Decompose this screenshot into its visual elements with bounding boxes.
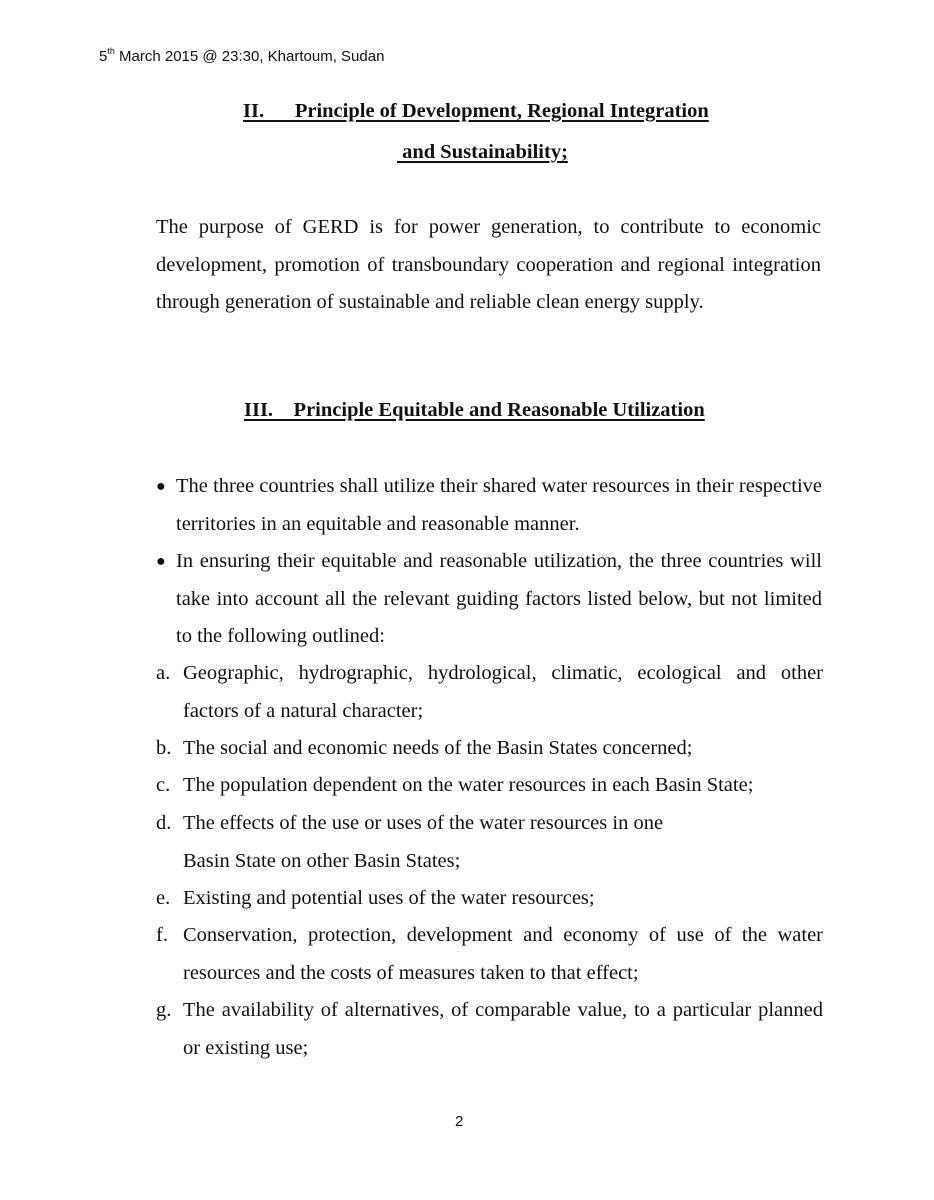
list-text-d (183, 805, 823, 880)
list-marker-c: c. (156, 774, 171, 796)
header-date (99, 46, 384, 65)
list-marker-f: f. (156, 924, 168, 946)
date-rest: March 2015 @ 23:30, Khartoum, Sudan (114, 48, 385, 65)
list-text-e: Existing and potential uses of the water resources; (183, 887, 595, 909)
list-text-a: Geographic, hydrographic, hydrological, climatic, ecological and other factors of a natural character; (183, 662, 823, 722)
date-day: 5 (99, 48, 108, 65)
date-suffix: th (107, 46, 115, 56)
list-item-f (156, 917, 823, 992)
list-text-c: The population dependent on the water resources in each Basin State; (183, 774, 754, 796)
list-text-d-line-1: The effects of the use or uses of the water resources in one (183, 812, 664, 834)
list-marker-e: e. (156, 887, 171, 909)
bullet-text-2: In ensuring their equitable and reasonable utilization, the three countries will take into account all the relevant guiding factors listed below, but not limited to the following outlined: (176, 550, 822, 647)
bullet-text-1: The three countries shall utilize their shared water resources in their respective territories in an equitable and reasonable manner. (176, 475, 822, 535)
section-2-paragraph: The purpose of GERD is for power generation, to contribute to economic development, promotion of transboundary cooperation and regional integration through generation of sustainable and reliable clean energy supply. (156, 216, 821, 313)
section-2-heading-line-1: II. Principle of Development, Regional Integration (243, 100, 709, 122)
list-text-g: The availability of alternatives, of comparable value, to a particular planned or existing use; (183, 999, 823, 1059)
bullet-item-1 (156, 468, 822, 543)
list-item-a (156, 655, 823, 730)
list-text-b: The social and economic needs of the Basin States concerned; (183, 737, 693, 759)
list-marker-g: g. (156, 999, 172, 1021)
list-marker-d: d. (156, 812, 172, 834)
list-item-b (156, 730, 823, 768)
section-3-heading: III. Principle Equitable and Reasonable Utilization (244, 399, 705, 421)
list-text-d-line-2: Basin State on other Basin States; (183, 849, 461, 872)
bullet-icon: ● (156, 478, 166, 495)
section-2-heading-line-2: and Sustainability; (397, 141, 568, 163)
list-item-e (156, 880, 823, 918)
list-item-d (156, 805, 823, 880)
list-item-c (156, 767, 823, 805)
bullet-item-2 (156, 543, 822, 656)
bullet-icon: ● (156, 553, 166, 570)
list-item-g (156, 992, 823, 1067)
list-marker-a: a. (156, 662, 171, 684)
page-number: 2 (455, 1113, 464, 1130)
list-text-f: Conservation, protection, development and economy of use of the water resources and the costs of measures taken to that effect; (183, 924, 823, 984)
list-marker-b: b. (156, 737, 172, 759)
